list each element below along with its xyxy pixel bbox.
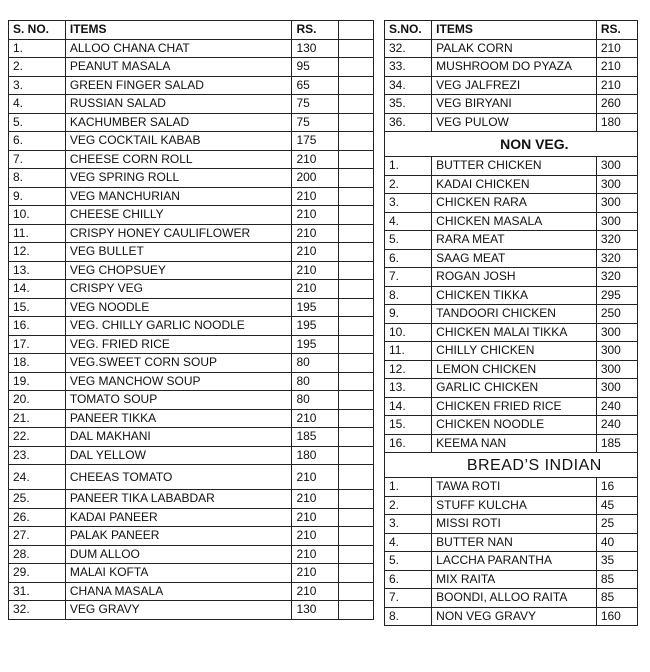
sno-cell: 5. [385, 231, 432, 250]
price-cell: 175 [292, 132, 339, 151]
sno-cell: 9. [385, 305, 432, 324]
item-cell: KADAI CHICKEN [432, 175, 597, 194]
items-header: ITEMS [432, 21, 597, 40]
item-cell: MALAI KOFTA [65, 564, 292, 583]
item-cell: CHANA MASALA [65, 582, 292, 601]
item-cell: CHICKEN FRIED RICE [432, 397, 597, 416]
blank-cell [339, 280, 374, 299]
table-row [9, 95, 374, 114]
sno-cell: 2. [385, 496, 432, 515]
table-row [385, 286, 638, 305]
empty-cell [385, 132, 432, 157]
item-cell: DAL YELLOW [65, 446, 292, 465]
item-cell: MISSI ROTI [432, 515, 597, 534]
blank-cell [339, 582, 374, 601]
item-cell: GARLIC CHICKEN [432, 379, 597, 398]
item-cell: CHICKEN TIKKA [432, 286, 597, 305]
sno-cell: 7. [9, 150, 66, 169]
sno-cell: 4. [385, 212, 432, 231]
price-cell: 185 [292, 428, 339, 447]
item-cell: CHEESE CHILLY [65, 206, 292, 225]
nonveg-title-row [385, 132, 638, 157]
sno-cell: 2. [9, 58, 66, 77]
price-cell: 95 [292, 58, 339, 77]
price-cell: 300 [596, 212, 637, 231]
item-cell: VEG CHOPSUEY [65, 261, 292, 280]
price-cell: 80 [292, 391, 339, 410]
item-cell: BUTTER CHICKEN [432, 157, 597, 176]
item-cell: CHICKEN MASALA [432, 212, 597, 231]
price-cell: 195 [292, 317, 339, 336]
sno-cell: 7. [385, 589, 432, 608]
table-row [9, 601, 374, 620]
sno-cell: 3. [385, 194, 432, 213]
table-row [9, 113, 374, 132]
table-row [385, 416, 638, 435]
price-cell: 300 [596, 379, 637, 398]
item-cell: LEMON CHICKEN [432, 360, 597, 379]
blank-cell [339, 527, 374, 546]
price-cell: 320 [596, 231, 637, 250]
sno-cell: 18. [9, 354, 66, 373]
table-row [9, 280, 374, 299]
price-cell: 295 [596, 286, 637, 305]
price-cell: 210 [292, 150, 339, 169]
sno-cell: 16. [385, 434, 432, 453]
sno-cell: 28. [9, 545, 66, 564]
item-cell: VEG MANCHURIAN [65, 187, 292, 206]
sno-cell: 6. [385, 570, 432, 589]
item-cell: VEG. FRIED RICE [65, 335, 292, 354]
table-row [9, 372, 374, 391]
item-cell: LACCHA PARANTHA [432, 552, 597, 571]
item-cell: CRISPY HONEY CAULIFLOWER [65, 224, 292, 243]
sno-cell: 20. [9, 391, 66, 410]
sno-cell: 26. [9, 508, 66, 527]
sno-cell: 14. [9, 280, 66, 299]
price-cell: 85 [596, 570, 637, 589]
blank-cell [339, 508, 374, 527]
sno-cell: 34. [385, 76, 432, 95]
table-row [9, 187, 374, 206]
table-row [385, 39, 638, 58]
right-menu-table [384, 20, 638, 626]
sno-cell: 2. [385, 175, 432, 194]
sno-cell: 3. [385, 515, 432, 534]
price-cell: 195 [292, 298, 339, 317]
sno-cell: 27. [9, 527, 66, 546]
sno-cell: 8. [385, 607, 432, 626]
blank-cell [339, 317, 374, 336]
sno-header: S. NO. [9, 21, 66, 40]
bread-title: BREAD’S INDIAN [432, 453, 638, 478]
item-cell: KACHUMBER SALAD [65, 113, 292, 132]
price-cell: 300 [596, 360, 637, 379]
price-cell: 300 [596, 342, 637, 361]
price-cell: 320 [596, 268, 637, 287]
table-row [385, 552, 638, 571]
sno-cell: 10. [9, 206, 66, 225]
price-cell: 210 [292, 465, 339, 490]
price-cell: 25 [596, 515, 637, 534]
sno-cell: 15. [9, 298, 66, 317]
price-cell: 200 [292, 169, 339, 188]
item-cell: VEG GRAVY [65, 601, 292, 620]
sno-cell: 6. [9, 132, 66, 151]
sno-cell: 10. [385, 323, 432, 342]
blank-cell [339, 95, 374, 114]
sno-cell: 11. [9, 224, 66, 243]
sno-cell: 23. [9, 446, 66, 465]
price-cell: 80 [292, 354, 339, 373]
price-cell: 16 [596, 478, 637, 497]
item-cell: RARA MEAT [432, 231, 597, 250]
item-cell: BOONDI, ALLOO RAITA [432, 589, 597, 608]
table-row [385, 95, 638, 114]
table-row [9, 446, 374, 465]
blank-cell [339, 391, 374, 410]
price-cell: 45 [596, 496, 637, 515]
price-cell: 210 [292, 582, 339, 601]
price-cell: 210 [292, 545, 339, 564]
blank-cell [339, 39, 374, 58]
blank-cell [339, 354, 374, 373]
table-row [385, 342, 638, 361]
item-cell: PANEER TIKA LABABDAR [65, 490, 292, 509]
sno-cell: 21. [9, 409, 66, 428]
table-row [385, 194, 638, 213]
price-cell: 75 [292, 113, 339, 132]
price-cell: 85 [596, 589, 637, 608]
price-cell: 80 [292, 372, 339, 391]
sno-cell: 14. [385, 397, 432, 416]
price-cell: 300 [596, 323, 637, 342]
blank-cell [339, 21, 374, 40]
blank-cell [339, 335, 374, 354]
table-row [385, 175, 638, 194]
table-row [9, 391, 374, 410]
sno-cell: 16. [9, 317, 66, 336]
price-cell: 320 [596, 249, 637, 268]
price-cell: 210 [596, 39, 637, 58]
price-cell: 185 [596, 434, 637, 453]
price-cell: 180 [292, 446, 339, 465]
item-cell: SAAG MEAT [432, 249, 597, 268]
blank-cell [339, 58, 374, 77]
sno-cell: 1. [9, 39, 66, 58]
table-row [385, 570, 638, 589]
item-cell: VEG MANCHOW SOUP [65, 372, 292, 391]
table-row [385, 58, 638, 77]
table-row [385, 379, 638, 398]
table-row [385, 533, 638, 552]
table-row [9, 39, 374, 58]
blank-cell [339, 298, 374, 317]
item-cell: KEEMA NAN [432, 434, 597, 453]
table-row [9, 545, 374, 564]
table-row [385, 607, 638, 626]
table-row [9, 490, 374, 509]
price-cell: 210 [292, 490, 339, 509]
sno-cell: 1. [385, 157, 432, 176]
blank-cell [339, 187, 374, 206]
item-cell: TOMATO SOUP [65, 391, 292, 410]
item-cell: CHICKEN MALAI TIKKA [432, 323, 597, 342]
item-cell: DAL MAKHANI [65, 428, 292, 447]
item-cell: VEG NOODLE [65, 298, 292, 317]
price-cell: 195 [292, 335, 339, 354]
sno-cell: 32. [385, 39, 432, 58]
price-cell: 75 [292, 95, 339, 114]
price-cell: 210 [292, 187, 339, 206]
blank-cell [339, 428, 374, 447]
table-row [385, 515, 638, 534]
sno-cell: 36. [385, 113, 432, 132]
table-row [385, 589, 638, 608]
item-cell: CHILLY CHICKEN [432, 342, 597, 361]
table-row [9, 354, 374, 373]
table-row [9, 428, 374, 447]
table-row [385, 268, 638, 287]
blank-cell [339, 465, 374, 490]
item-cell: ROGAN JOSH [432, 268, 597, 287]
table-row [385, 434, 638, 453]
header-row [9, 21, 374, 40]
price-cell: 180 [596, 113, 637, 132]
item-cell: MIX RAITA [432, 570, 597, 589]
blank-cell [339, 490, 374, 509]
blank-cell [339, 601, 374, 620]
sno-cell: 1. [385, 478, 432, 497]
table-row [9, 243, 374, 262]
sno-cell: 33. [385, 58, 432, 77]
item-cell: MUSHROOM DO PYAZA [432, 58, 597, 77]
blank-cell [339, 261, 374, 280]
blank-cell [339, 409, 374, 428]
menu-page [8, 14, 638, 660]
item-cell: VEG BULLET [65, 243, 292, 262]
table-row [9, 206, 374, 225]
item-cell: PANEER TIKKA [65, 409, 292, 428]
table-row [9, 335, 374, 354]
table-row [385, 397, 638, 416]
blank-cell [339, 113, 374, 132]
table-row [9, 261, 374, 280]
sno-cell: 4. [385, 533, 432, 552]
item-cell: PALAK CORN [432, 39, 597, 58]
price-cell: 210 [292, 527, 339, 546]
price-cell: 210 [292, 261, 339, 280]
rs-header: RS. [596, 21, 637, 40]
sno-cell: 13. [9, 261, 66, 280]
sno-cell: 19. [9, 372, 66, 391]
price-cell: 210 [292, 206, 339, 225]
sno-cell: 8. [9, 169, 66, 188]
price-cell: 300 [596, 175, 637, 194]
item-cell: TANDOORI CHICKEN [432, 305, 597, 324]
table-row [9, 465, 374, 490]
sno-cell: 5. [385, 552, 432, 571]
price-cell: 35 [596, 552, 637, 571]
price-cell: 210 [292, 280, 339, 299]
table-row [385, 360, 638, 379]
table-row [385, 157, 638, 176]
item-cell: VEG SPRING ROLL [65, 169, 292, 188]
item-cell: NON VEG GRAVY [432, 607, 597, 626]
table-row [385, 478, 638, 497]
table-row [9, 409, 374, 428]
sno-cell: 6. [385, 249, 432, 268]
table-row [9, 58, 374, 77]
sno-cell: 12. [385, 360, 432, 379]
price-cell: 250 [596, 305, 637, 324]
price-cell: 65 [292, 76, 339, 95]
sno-cell: 32. [9, 601, 66, 620]
item-cell: GREEN FINGER SALAD [65, 76, 292, 95]
sno-cell: 12. [9, 243, 66, 262]
item-cell: VEG JALFREZI [432, 76, 597, 95]
table-row [9, 317, 374, 336]
sno-cell: 25. [9, 490, 66, 509]
price-cell: 210 [292, 409, 339, 428]
nonveg-title: NON VEG. [432, 132, 638, 157]
table-row [9, 508, 374, 527]
sno-cell: 4. [9, 95, 66, 114]
table-row [385, 249, 638, 268]
item-cell: VEG. CHILLY GARLIC NOODLE [65, 317, 292, 336]
item-cell: RUSSIAN SALAD [65, 95, 292, 114]
sno-cell: 13. [385, 379, 432, 398]
item-cell: PALAK PANEER [65, 527, 292, 546]
sno-cell: 9. [9, 187, 66, 206]
sno-cell: 31. [9, 582, 66, 601]
sno-cell: 3. [9, 76, 66, 95]
item-cell: VEG COCKTAIL KABAB [65, 132, 292, 151]
price-cell: 240 [596, 416, 637, 435]
table-row [9, 224, 374, 243]
blank-cell [339, 169, 374, 188]
table-row [385, 496, 638, 515]
price-cell: 130 [292, 39, 339, 58]
rs-header: RS. [292, 21, 339, 40]
item-cell: BUTTER NAN [432, 533, 597, 552]
item-cell: CHEESE CORN ROLL [65, 150, 292, 169]
table-row [385, 231, 638, 250]
price-cell: 260 [596, 95, 637, 114]
item-cell: PEANUT MASALA [65, 58, 292, 77]
blank-cell [339, 446, 374, 465]
blank-cell [339, 76, 374, 95]
sno-cell: 17. [9, 335, 66, 354]
item-cell: CRISPY VEG [65, 280, 292, 299]
item-cell: DUM ALLOO [65, 545, 292, 564]
blank-cell [339, 372, 374, 391]
price-cell: 210 [292, 224, 339, 243]
sno-cell: 5. [9, 113, 66, 132]
table-row [9, 132, 374, 151]
item-cell: VEG PULOW [432, 113, 597, 132]
table-row [385, 76, 638, 95]
item-cell: CHICKEN NOODLE [432, 416, 597, 435]
price-cell: 210 [596, 58, 637, 77]
sno-cell: 11. [385, 342, 432, 361]
blank-cell [339, 224, 374, 243]
item-cell: STUFF KULCHA [432, 496, 597, 515]
item-cell: VEG BIRYANI [432, 95, 597, 114]
table-row [9, 76, 374, 95]
price-cell: 160 [596, 607, 637, 626]
table-row [9, 169, 374, 188]
sno-cell: 15. [385, 416, 432, 435]
table-row [9, 564, 374, 583]
price-cell: 210 [292, 243, 339, 262]
blank-cell [339, 243, 374, 262]
sno-cell: 29. [9, 564, 66, 583]
items-header: ITEMS [65, 21, 292, 40]
item-cell: ALLOO CHANA CHAT [65, 39, 292, 58]
item-cell: KADAI PANEER [65, 508, 292, 527]
blank-cell [339, 206, 374, 225]
empty-cell [385, 453, 432, 478]
blank-cell [339, 545, 374, 564]
price-cell: 130 [292, 601, 339, 620]
table-row [385, 113, 638, 132]
price-cell: 210 [292, 508, 339, 527]
price-cell: 300 [596, 194, 637, 213]
veg-menu-table [8, 20, 374, 620]
price-cell: 210 [596, 76, 637, 95]
price-cell: 300 [596, 157, 637, 176]
blank-cell [339, 150, 374, 169]
item-cell: CHEEAS TOMATO [65, 465, 292, 490]
bread-title-row [385, 453, 638, 478]
blank-cell [339, 132, 374, 151]
table-row [9, 298, 374, 317]
table-row [385, 305, 638, 324]
sno-cell: 24. [9, 465, 66, 490]
sno-cell: 22. [9, 428, 66, 447]
sno-cell: 8. [385, 286, 432, 305]
table-row [385, 323, 638, 342]
sno-cell: 7. [385, 268, 432, 287]
item-cell: CHICKEN RARA [432, 194, 597, 213]
item-cell: TAWA ROTI [432, 478, 597, 497]
sno-cell: 35. [385, 95, 432, 114]
header-row [385, 21, 638, 40]
sno-header: S.NO. [385, 21, 432, 40]
price-cell: 40 [596, 533, 637, 552]
table-row [385, 212, 638, 231]
item-cell: VEG.SWEET CORN SOUP [65, 354, 292, 373]
table-row [9, 527, 374, 546]
price-cell: 240 [596, 397, 637, 416]
blank-cell [339, 564, 374, 583]
table-row [9, 582, 374, 601]
table-row [9, 150, 374, 169]
price-cell: 210 [292, 564, 339, 583]
